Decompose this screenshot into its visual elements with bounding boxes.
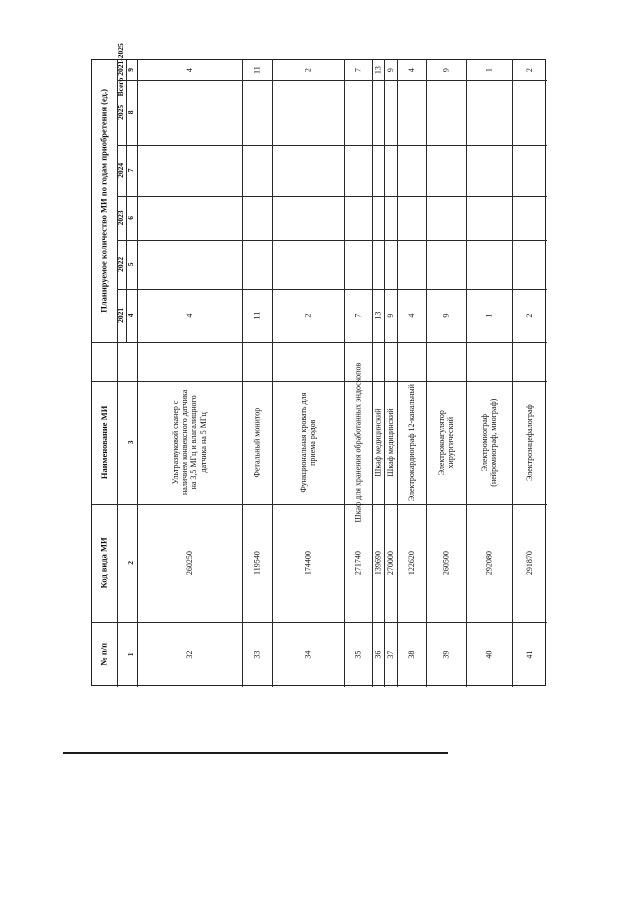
row-total: 4 — [184, 68, 194, 73]
row-qty-2021: 13 — [373, 311, 383, 320]
row-num: 37 — [385, 650, 395, 659]
column-number: 6 — [126, 215, 136, 220]
column-number: 1 — [126, 652, 136, 657]
row-code: 122620 — [406, 551, 416, 576]
equipment-table — [91, 43, 546, 686]
header-year-total: Всего 2021-2025 — [116, 43, 126, 97]
year-row-separator — [126, 60, 127, 342]
column-number: 2 — [126, 560, 136, 565]
row-separator — [137, 60, 138, 687]
row-separator — [372, 60, 373, 687]
row-name: Электроэнцефалограф — [524, 404, 534, 481]
row-code: 292080 — [484, 551, 494, 576]
row-code: 270000 — [385, 551, 395, 576]
row-name: Шкаф для хранения обработанных эндоскопов — [353, 362, 363, 523]
row-qty-2021: 2 — [524, 313, 534, 318]
row-qty-2021: 2 — [303, 313, 313, 318]
row-qty-2021: 9 — [385, 313, 395, 318]
column-number: 8 — [126, 110, 136, 115]
row-name: Шкаф медицинский — [373, 408, 383, 477]
row-total: 11 — [252, 66, 262, 74]
row-num: 35 — [353, 650, 363, 659]
column-separator — [92, 504, 547, 505]
row-code: 291870 — [524, 551, 534, 576]
row-separator — [384, 60, 385, 687]
row-qty-2021: 1 — [484, 313, 494, 318]
header-code: Код вида МИ — [98, 537, 109, 589]
row-num: 33 — [252, 650, 262, 659]
header-year-y2025: 2025 — [116, 104, 126, 120]
row-name: Фетальный монитор — [252, 407, 262, 478]
row-code: 119540 — [252, 551, 262, 575]
row-total: 2 — [524, 68, 534, 73]
row-separator — [344, 60, 345, 687]
header-separator — [117, 60, 118, 342]
row-name: Электрокардиограф 12-канальный — [406, 384, 416, 502]
header-num: № п/п — [98, 642, 109, 666]
row-separator — [512, 60, 513, 687]
row-num: 32 — [184, 650, 194, 659]
header-name: Наименование МИ — [98, 405, 109, 480]
row-separator — [466, 60, 467, 687]
row-num: 39 — [441, 650, 451, 659]
row-name: Шкаф медицинский — [386, 408, 396, 477]
row-num: 36 — [373, 650, 383, 659]
row-name: Ультразвуковой сканер с наличием конвексного датчика на 3,5 МГц и влагалищного датчика на 5 МГц — [171, 389, 208, 496]
row-qty-2021: 4 — [184, 313, 194, 318]
column-separator — [92, 622, 547, 623]
column-separator — [117, 289, 547, 290]
row-code: 174400 — [303, 551, 313, 576]
row-name: Электромиограф (нейромиограф, миограф) — [479, 398, 498, 487]
row-code: 271740 — [353, 551, 363, 576]
row-separator — [397, 60, 398, 687]
column-separator — [117, 240, 547, 241]
column-separator — [117, 80, 547, 81]
column-separator — [117, 196, 547, 197]
row-total: 9 — [441, 68, 451, 73]
row-total: 2 — [303, 68, 313, 73]
row-num: 38 — [406, 650, 416, 659]
header-year-y2022: 2022 — [116, 256, 126, 272]
header-year-y2021: 2021 — [116, 307, 126, 323]
row-separator — [272, 60, 273, 687]
row-total: 4 — [406, 68, 416, 73]
row-code: 139690 — [373, 551, 383, 576]
row-name: Электрокоагулятор хирургический — [436, 410, 455, 476]
row-code: 260500 — [441, 551, 451, 576]
row-qty-2021: 7 — [353, 313, 363, 318]
column-separator — [92, 342, 547, 343]
row-qty-2021: 9 — [441, 313, 451, 318]
column-number: 5 — [126, 262, 136, 267]
column-number: 4 — [126, 313, 136, 318]
row-separator — [242, 60, 243, 687]
row-code: 260250 — [184, 551, 194, 576]
column-separator — [92, 381, 547, 382]
column-separator — [117, 145, 547, 146]
row-total: 13 — [373, 66, 383, 75]
row-qty-2021: 11 — [252, 311, 262, 320]
row-total: 9 — [385, 68, 395, 73]
header-planned-quantity: Планируемое количество МИ по годам приобретения (ед.) — [98, 89, 109, 313]
column-number: 3 — [126, 440, 136, 445]
page-divider-line — [63, 752, 448, 754]
row-total: 1 — [484, 68, 494, 73]
row-num: 34 — [303, 650, 313, 659]
row-num: 41 — [524, 650, 534, 659]
column-number: 9 — [126, 67, 136, 72]
header-year-y2024: 2024 — [116, 162, 126, 178]
column-number: 7 — [126, 168, 136, 173]
row-qty-2021: 4 — [406, 313, 416, 318]
row-total: 7 — [353, 68, 363, 73]
header-year-y2023: 2023 — [116, 210, 126, 226]
row-separator — [426, 60, 427, 687]
row-separator — [117, 342, 118, 687]
row-name: Функциональная кровать для приема родов — [298, 392, 317, 493]
row-num: 40 — [484, 650, 494, 659]
